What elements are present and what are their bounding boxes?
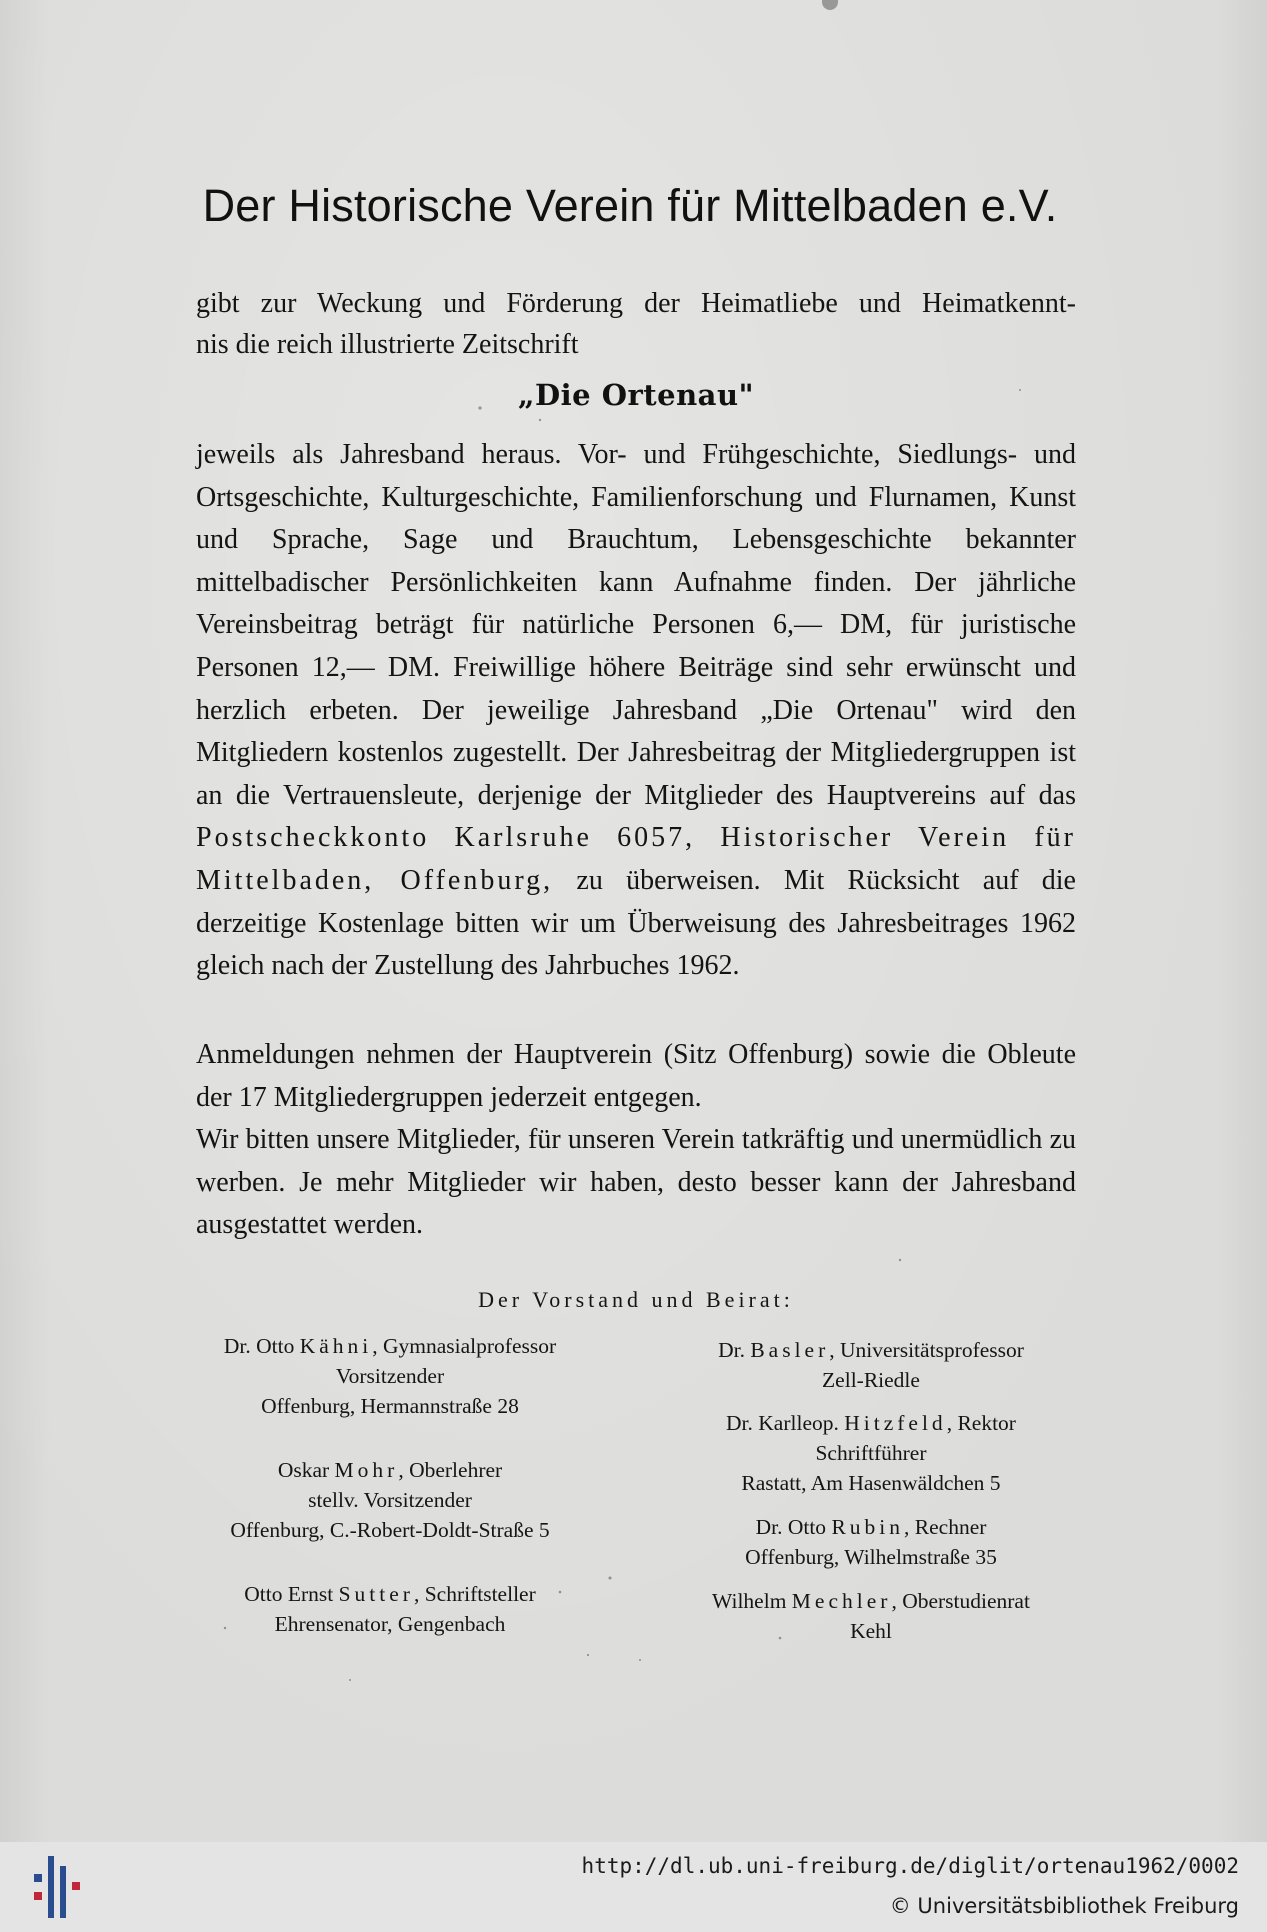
board-member [170,1331,610,1421]
member-name-line [651,1335,1091,1365]
main-paragraph-part2: zu überweisen. Mit Rücksicht auf die derzeitige Kostenlage bitten wir um Überweisung des Jahresbeitrages 1962 gleich nach der Zustellung des Jahrbuches 1962. [196,864,1076,982]
journal-name: „Die Ortenau" [517,378,755,412]
bank-account-text: Postscheckkonto Karlsruhe 6057, Historischer Verein für Mittelbaden, Offenburg, [196,822,1076,896]
member-role: Vorsitzender [335,1364,445,1388]
registration-paragraph: Anmeldungen nehmen der Hauptverein (Sitz Offenburg) sowie die Obleute der 17 Mitgliedergruppen jederzeit entgegen. [196,1039,1076,1113]
page-edge-mark [822,0,838,10]
page-title: Der Historische Verein für Mittelbaden e.V. [202,180,1058,231]
board-member [651,1512,1091,1572]
copyright-notice: © Universitätsbibliothek Freiburg [889,1894,1239,1918]
member-name-line [170,1331,610,1361]
member-surname: Kähni [299,1334,373,1358]
main-paragraph [196,434,1076,988]
intro-line-1: gibt zur Weckung und Förderung der Heimatliebe und Heimatkennt- [196,288,1076,319]
board-member [170,1579,610,1639]
member-address: Offenburg, C.-Robert-Doldt-Straße 5 [230,1518,550,1542]
member-name-line [170,1455,610,1485]
member-role: Kehl [850,1619,892,1643]
member-surname: Sutter [338,1582,414,1606]
member-role: Ehrensenator, Gengenbach [274,1612,506,1636]
member-role: stellv. Vorsitzender [308,1488,472,1512]
member-address: Offenburg, Hermannstraße 28 [261,1394,519,1418]
member-name-line [170,1579,610,1609]
member-title: , Universitätsprofessor [829,1338,1024,1362]
ub-freiburg-logo-icon [30,1852,86,1922]
member-prefix: Oskar [277,1458,335,1482]
member-prefix: Dr. Otto [755,1515,832,1539]
board-heading: Der Vorstand und Beirat: [478,1287,794,1312]
member-surname: Mohr [334,1458,399,1482]
member-role: Schriftführer [815,1441,927,1465]
main-paragraph-part1: jeweils als Jahresband heraus. Vor- und Frühgeschichte, Siedlungs- und Ortsgeschichte, Kulturgeschichte, Familienforschung und Flurnamen, Kunst und Sprache, Sage und Brauchtum, Lebensgeschichte bekannter mittelbadischer Persönlichkeiten kann Aufnahme finden. Der jährliche Vereinsbeitrag beträgt für natürliche Personen 6,— DM, für juristische Personen 12,— DM. Freiwillige höhere Beiträge sind sehr erwünscht und herzlich erbeten. Der jeweilige Jahresband „Die Ortenau" wird den Mitgliedern kostenlos zugestellt. Der Jahresbeitrag der Mitgliedergruppen ist an die Vertrauensleute, derjenige der Mitglieder des Hauptvereins auf das [196,439,1076,811]
member-surname: Hitzfeld [844,1411,947,1435]
member-address: Rastatt, Am Hasenwäldchen 5 [741,1471,1001,1495]
member-prefix: Dr. Otto [223,1334,300,1358]
member-title: , Oberlehrer [398,1458,503,1482]
board-member [170,1455,610,1545]
library-footer [0,1842,1267,1932]
board-member [651,1586,1091,1646]
member-name-line [651,1586,1091,1616]
member-prefix: Otto Ernst [244,1582,339,1606]
member-title: , Oberstudienrat [891,1589,1030,1613]
member-role: Zell-Riedle [822,1368,920,1392]
member-surname: Basler [750,1338,830,1362]
permalink-url[interactable]: http://dl.ub.uni-freiburg.de/diglit/ortenau1962/0002 [581,1854,1239,1878]
member-title: , Rektor [946,1411,1016,1435]
member-prefix: Dr. Karlleop. [726,1411,845,1435]
intro-paragraph [196,283,1076,365]
member-title: , Schriftsteller [413,1582,536,1606]
member-title: , Rechner [904,1515,987,1539]
member-prefix: Dr. [718,1338,751,1362]
member-prefix: Wilhelm [712,1589,792,1613]
board-member [651,1335,1091,1395]
member-title: , Gymnasialprofessor [372,1334,557,1358]
member-name-line [651,1512,1091,1542]
member-surname: Mechler [791,1589,892,1613]
member-name-line [651,1408,1091,1438]
board-member [651,1408,1091,1498]
appeal-paragraph: Wir bitten unsere Mitglieder, für unseren Verein tatkräftig und unermüdlich zu werben. Je mehr Mitglieder wir haben, desto besser kann der Jahresband ausgestattet werden. [196,1124,1076,1241]
member-surname: Rubin [831,1515,905,1539]
member-role: Offenburg, Wilhelmstraße 35 [745,1545,997,1569]
intro-line-2: nis die reich illustrierte Zeitschrift [196,329,579,360]
